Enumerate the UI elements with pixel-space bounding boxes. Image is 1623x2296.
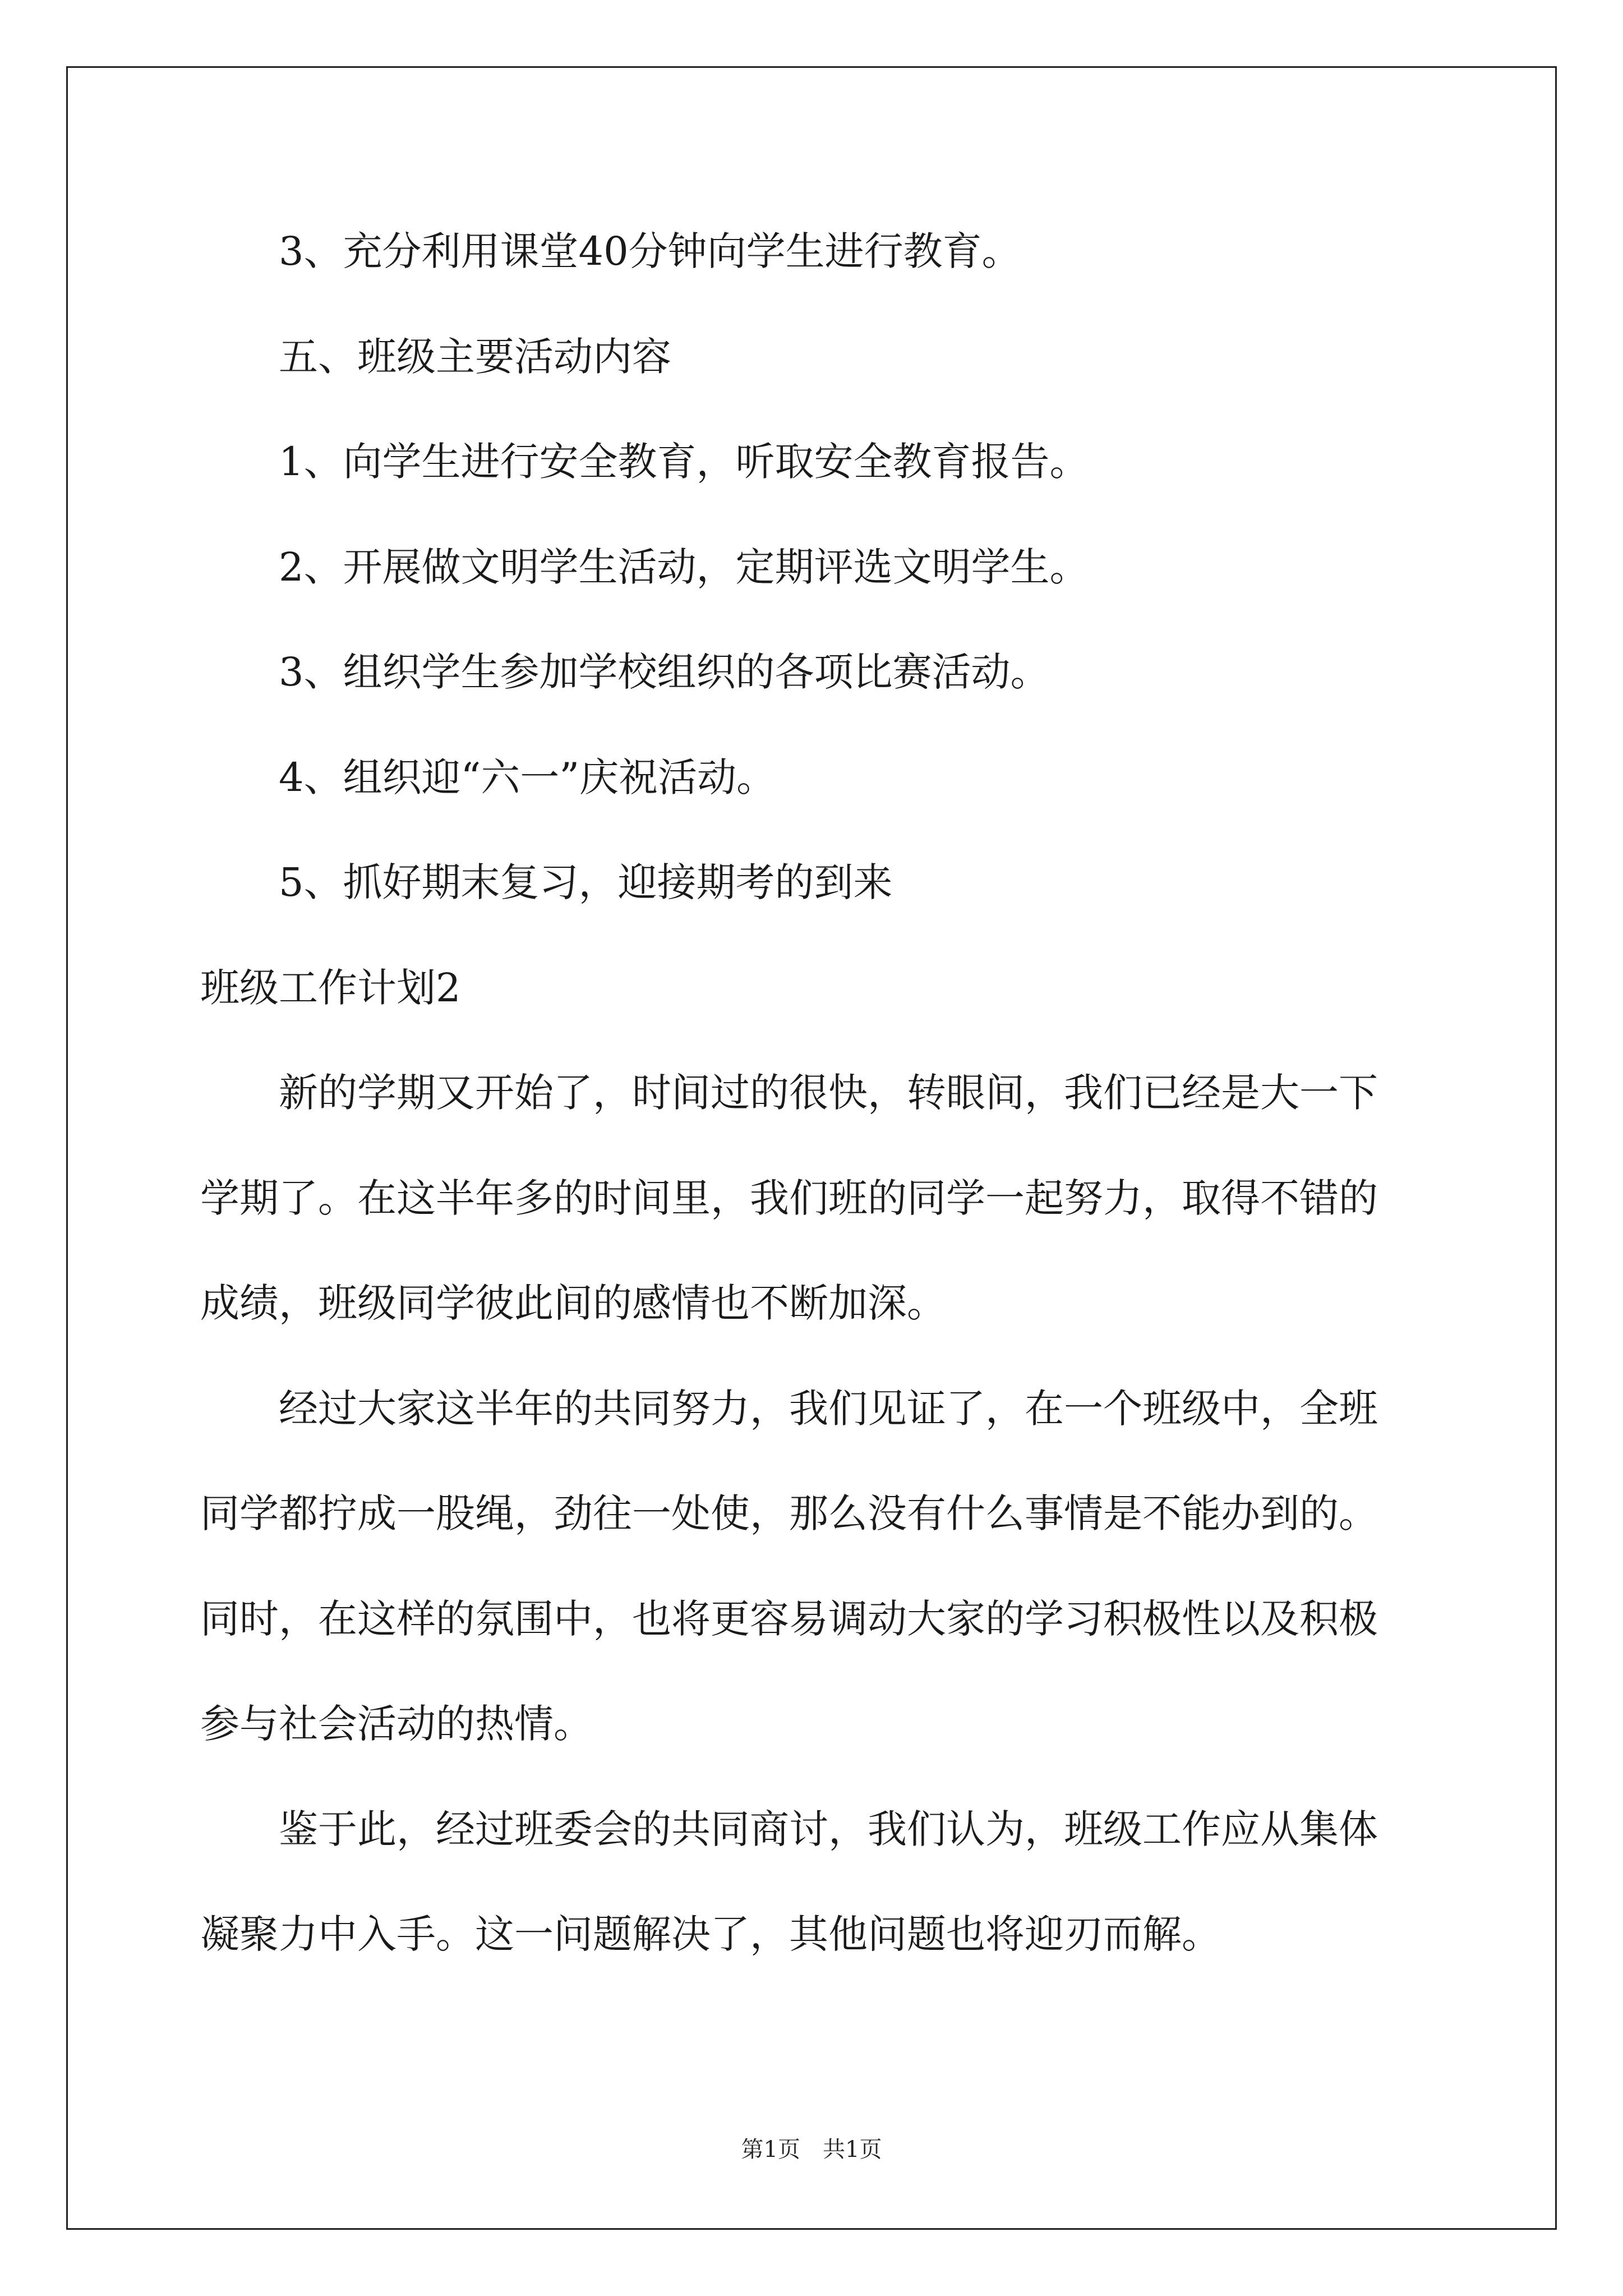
paragraph-line: 鉴于此，经过班委会的共同商讨，我们认为，班级工作应从集体 [279,1806,1378,1852]
paragraph-line: 参与社会活动的热情。 [200,1701,593,1747]
page-border [66,66,1557,2230]
section-heading: 五、班级主要活动内容 [279,334,671,380]
document-title: 班级工作计划2 [200,965,461,1011]
paragraph-line: 凝聚力中入手。这一问题解决了，其他问题也将迎刃而解。 [200,1911,1221,1957]
text-line: 1、向学生进行安全教育，听取安全教育报告。 [279,439,1089,485]
paragraph-line: 同时，在这样的氛围中，也将更容易调动大家的学习积极性以及积极 [200,1596,1378,1642]
paragraph-line: 新的学期又开始了，时间过的很快，转眼间，我们已经是大一下 [279,1070,1378,1116]
paragraph-line: 学期了。在这半年多的时间里，我们班的同学一起努力，取得不错的 [200,1175,1378,1221]
text-line: 5、抓好期末复习，迎接期考的到来 [279,859,893,905]
paragraph-line: 同学都拧成一股绳，劲往一处使，那么没有什么事情是不能办到的。 [200,1490,1378,1536]
text-line: 4、组织迎“六一”庆祝活动。 [279,754,776,800]
paragraph-line: 经过大家这半年的共同努力，我们见证了，在一个班级中，全班 [279,1386,1378,1432]
text-line: 3、组织学生参加学校组织的各项比赛活动。 [279,649,1050,695]
paragraph-line: 成绩，班级同学彼此间的感情也不断加深。 [200,1280,946,1326]
text-line: 3、充分利用课堂40分钟向学生进行教育。 [279,228,1021,274]
page-number-footer: 第1页 共1页 [741,2137,882,2162]
text-line: 2、开展做文明学生活动，定期评选文明学生。 [279,544,1089,590]
